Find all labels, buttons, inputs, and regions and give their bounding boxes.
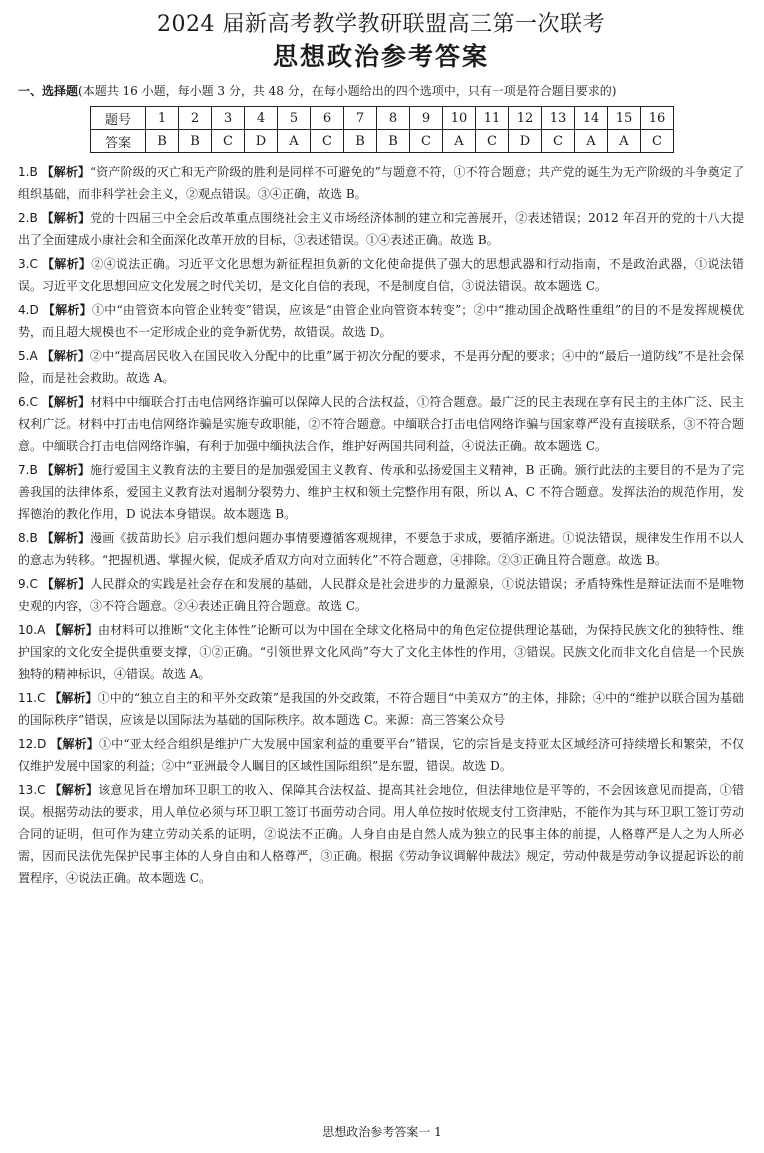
item-number: 6.C <box>18 395 38 409</box>
question-number-cell: 1 <box>146 107 179 130</box>
question-number-cell: 3 <box>212 107 245 130</box>
answer-cell: A <box>608 130 641 153</box>
answer-row-label: 答案 <box>91 130 146 153</box>
page-title: 2024 届新高考教学教研联盟高三第一次联考 <box>157 12 605 37</box>
answer-cell: D <box>509 130 542 153</box>
answer-cell: C <box>476 130 509 153</box>
answer-cell: B <box>377 130 410 153</box>
explanation-item <box>18 161 744 205</box>
section-note: (本题共 16 小题，每小题 3 分，共 48 分，在每小题给出的四个选项中，只有一项是符合题目要求的) <box>78 84 617 98</box>
item-number: 13.C <box>18 783 46 797</box>
explanation-item <box>18 527 744 571</box>
item-text: 该意见旨在增加环卫职工的收入、保障其合法权益、提高其社会地位，但法律地位是平等的，不会因该意见而提高，①错误。根据劳动法的要求，用人单位必须与环卫职工签订书面劳动合同。用人单位按时依规支付工资津贴，不能作为其与环卫职工签订劳动合同的证明，但可作为建立劳动关系的证明，②说法不正确。人身自由是自然人成为独立的民事主体的前提，人格尊严是人之为人所必需，因而民法优先保护民事主体的人身自由和人格尊严，③正确。根据《劳动争议调解仲裁法》规定，劳动仲裁是劳动争议提起诉讼的前置程序，④说法正确。故本题选 C。 <box>18 783 744 885</box>
explanation-item <box>18 733 744 777</box>
item-number: 9.C <box>18 577 38 591</box>
analysis-tag: 【解析】 <box>41 211 91 225</box>
explanation-item <box>18 687 744 731</box>
question-number-cell: 9 <box>410 107 443 130</box>
item-number: 12.D <box>18 737 47 751</box>
question-number-cell: 8 <box>377 107 410 130</box>
item-number: 1.B <box>18 165 38 179</box>
item-number: 4.D <box>18 303 39 317</box>
analysis-tag: 【解析】 <box>41 395 91 409</box>
answer-cell: C <box>641 130 674 153</box>
item-text: 党的十四届三中全会后改革重点围绕社会主义市场经济体制的建立和完善展开，②表述错误；2012 年召开的党的十八大提出了全面建成小康社会和全面深化改革开放的目标，③表述错误。①④表述正确。故选 B。 <box>18 211 744 247</box>
analysis-tag: 【解析】 <box>41 165 91 179</box>
question-row <box>91 107 674 130</box>
explanation-item <box>18 207 744 251</box>
question-number-cell: 16 <box>641 107 674 130</box>
analysis-tag: 【解析】 <box>41 463 91 477</box>
item-text: ①中“由管资本向管企业转变”错误，应该是“由管企业向管资本转变”；②中“推动国企战略性重组”的目的不是发挥规模优势，而且超大规模也不一定形成企业的竞争新优势，故错误。故选 D。 <box>18 303 744 339</box>
answer-table <box>90 106 674 153</box>
item-text: 施行爱国主义教育法的主要目的是加强爱国主义教育、传承和弘扬爱国主义精神，B 正确。颁行此法的主要目的不是为了完善我国的法律体系，爱国主义教育法对遏制分裂势力、维护主权和领土完整作用有限，所以 A、C 不符合题意。发挥法治的规范作用，发挥德治的教化作用，D 说法本身错误。故本题选 B。 <box>18 463 744 521</box>
question-row-label: 题号 <box>91 107 146 130</box>
analysis-tag: 【解析】 <box>49 691 98 705</box>
analysis-tag: 【解析】 <box>41 531 91 545</box>
explanation-item <box>18 391 744 457</box>
question-number-cell: 11 <box>476 107 509 130</box>
section-label: 一、选择题 <box>18 84 79 98</box>
explanation-item <box>18 253 744 297</box>
answer-cell: A <box>278 130 311 153</box>
analysis-tag: 【解析】 <box>41 577 91 591</box>
item-number: 11.C <box>18 691 46 705</box>
answer-cell: C <box>311 130 344 153</box>
question-number-cell: 13 <box>542 107 575 130</box>
item-number: 7.B <box>18 463 38 477</box>
item-text: ①中的“独立自主的和平外交政策”是我国的外交政策，不符合题目“中美双方”的主体，排除；④中的“维护以联合国为基础的国际秩序”错误，应该是以国际法为基础的国际秩序。故本题选 C。来源：高三答案公众号 <box>18 691 744 727</box>
item-text: ①中“亚太经合组织是维护广大发展中国家利益的重要平台”错误，它的宗旨是支持亚太区域经济可持续增长和繁荣，不仅仅维护发展中国家的利益；②中“亚洲最令人瞩目的区域性国际组织”是东盟，错误。故选 D。 <box>18 737 744 773</box>
item-text: 人民群众的实践是社会存在和发展的基础，人民群众是社会进步的力量源泉，①说法错误；矛盾特殊性是辩证法而不是唯物史观的内容，③不符合题意。②④表述正确且符合题意。故选 C。 <box>18 577 744 613</box>
answer-cell: B <box>344 130 377 153</box>
explanation-item <box>18 779 744 889</box>
answer-cell: B <box>146 130 179 153</box>
question-number-cell: 14 <box>575 107 608 130</box>
page-footer: 思想政治参考答案一 1 <box>322 1125 442 1139</box>
analysis-tag: 【解析】 <box>49 783 99 797</box>
page-subtitle: 思想政治参考答案 <box>272 42 489 71</box>
question-number-cell: 7 <box>344 107 377 130</box>
answer-cell: B <box>179 130 212 153</box>
item-number: 2.B <box>18 211 38 225</box>
answer-cell: D <box>245 130 278 153</box>
analysis-tag: 【解析】 <box>42 303 92 317</box>
explanation-item <box>18 299 744 343</box>
question-number-cell: 10 <box>443 107 476 130</box>
section-heading <box>18 82 744 100</box>
question-number-cell: 2 <box>179 107 212 130</box>
answer-cell: C <box>212 130 245 153</box>
analysis-tag: 【解析】 <box>49 623 99 637</box>
explanation-list <box>18 161 744 889</box>
item-text: 由材料可以推断“文化主体性”论断可以为中国在全球文化格局中的角色定位提供理论基础，为保持民族文化的独特性、维护国家的文化安全提供重要支撑，①②正确。“引领世界文化风尚”夸大了文化主体性的作用，③错误。民族文化而非文化自信是一个民族独特的精神标识，④错误。故选 A。 <box>18 623 744 681</box>
item-text: 漫画《拔苗助长》启示我们想问题办事情要遵循客观规律，不要急于求成，要循序渐进。①说法错误，规律发生作用不以人的意志为转移。“把握机遇、掌握火候，促成矛盾双方向对立面转化”不符合题意，④排除。②③正确且符合题意。故选 B。 <box>18 531 744 567</box>
explanation-item <box>18 619 744 685</box>
question-number-cell: 15 <box>608 107 641 130</box>
item-text: ②中“提高居民收入在国民收入分配中的比重”属于初次分配的要求，不是再分配的要求；④中的“最后一道防线”不是社会保险，而是社会救助。故选 A。 <box>18 349 744 385</box>
item-text: 材料中中缅联合打击电信网络诈骗可以保障人民的合法权益，①符合题意。最广泛的民主表现在享有民主的主体广泛、民主权利广泛。材料中打击电信网络诈骗是实施专政职能，②不符合题意。中缅联合打击电信网络诈骗与国家尊严没有直接联系，③不符合题意。中缅联合打击电信网络诈骗，有利于加强中缅执法合作，维护好两国共同利益，④说法正确。故本题选 C。 <box>18 395 744 453</box>
item-number: 5.A <box>18 349 38 363</box>
explanation-item <box>18 345 744 389</box>
item-number: 8.B <box>18 531 38 545</box>
analysis-tag: 【解析】 <box>50 737 99 751</box>
analysis-tag: 【解析】 <box>41 257 92 271</box>
explanation-item <box>18 573 744 617</box>
item-text: “资产阶级的灭亡和无产阶级的胜利是同样不可避免的”与题意不符，①不符合题意；共产党的诞生为无产阶级的斗争奠定了组织基础，而非科学社会主义，②观点错误。③④正确，故选 B。 <box>18 165 744 201</box>
answer-cell: C <box>542 130 575 153</box>
item-number: 10.A <box>18 623 46 637</box>
item-text: ②④说法正确。习近平文化思想为新征程担负新的文化使命提供了强大的思想武器和行动指南，不是政治武器，①说法错误。习近平文化思想回应文化发展之时代关切，是文化自信的表现，不是制度自信，③说法错误。故本题选 C。 <box>18 257 744 293</box>
question-number-cell: 5 <box>278 107 311 130</box>
answer-cell: A <box>575 130 608 153</box>
analysis-tag: 【解析】 <box>41 349 90 363</box>
item-number: 3.C <box>18 257 38 271</box>
explanation-item <box>18 459 744 525</box>
answer-row <box>91 130 674 153</box>
question-number-cell: 12 <box>509 107 542 130</box>
answer-cell: C <box>410 130 443 153</box>
question-number-cell: 4 <box>245 107 278 130</box>
question-number-cell: 6 <box>311 107 344 130</box>
answer-cell: A <box>443 130 476 153</box>
